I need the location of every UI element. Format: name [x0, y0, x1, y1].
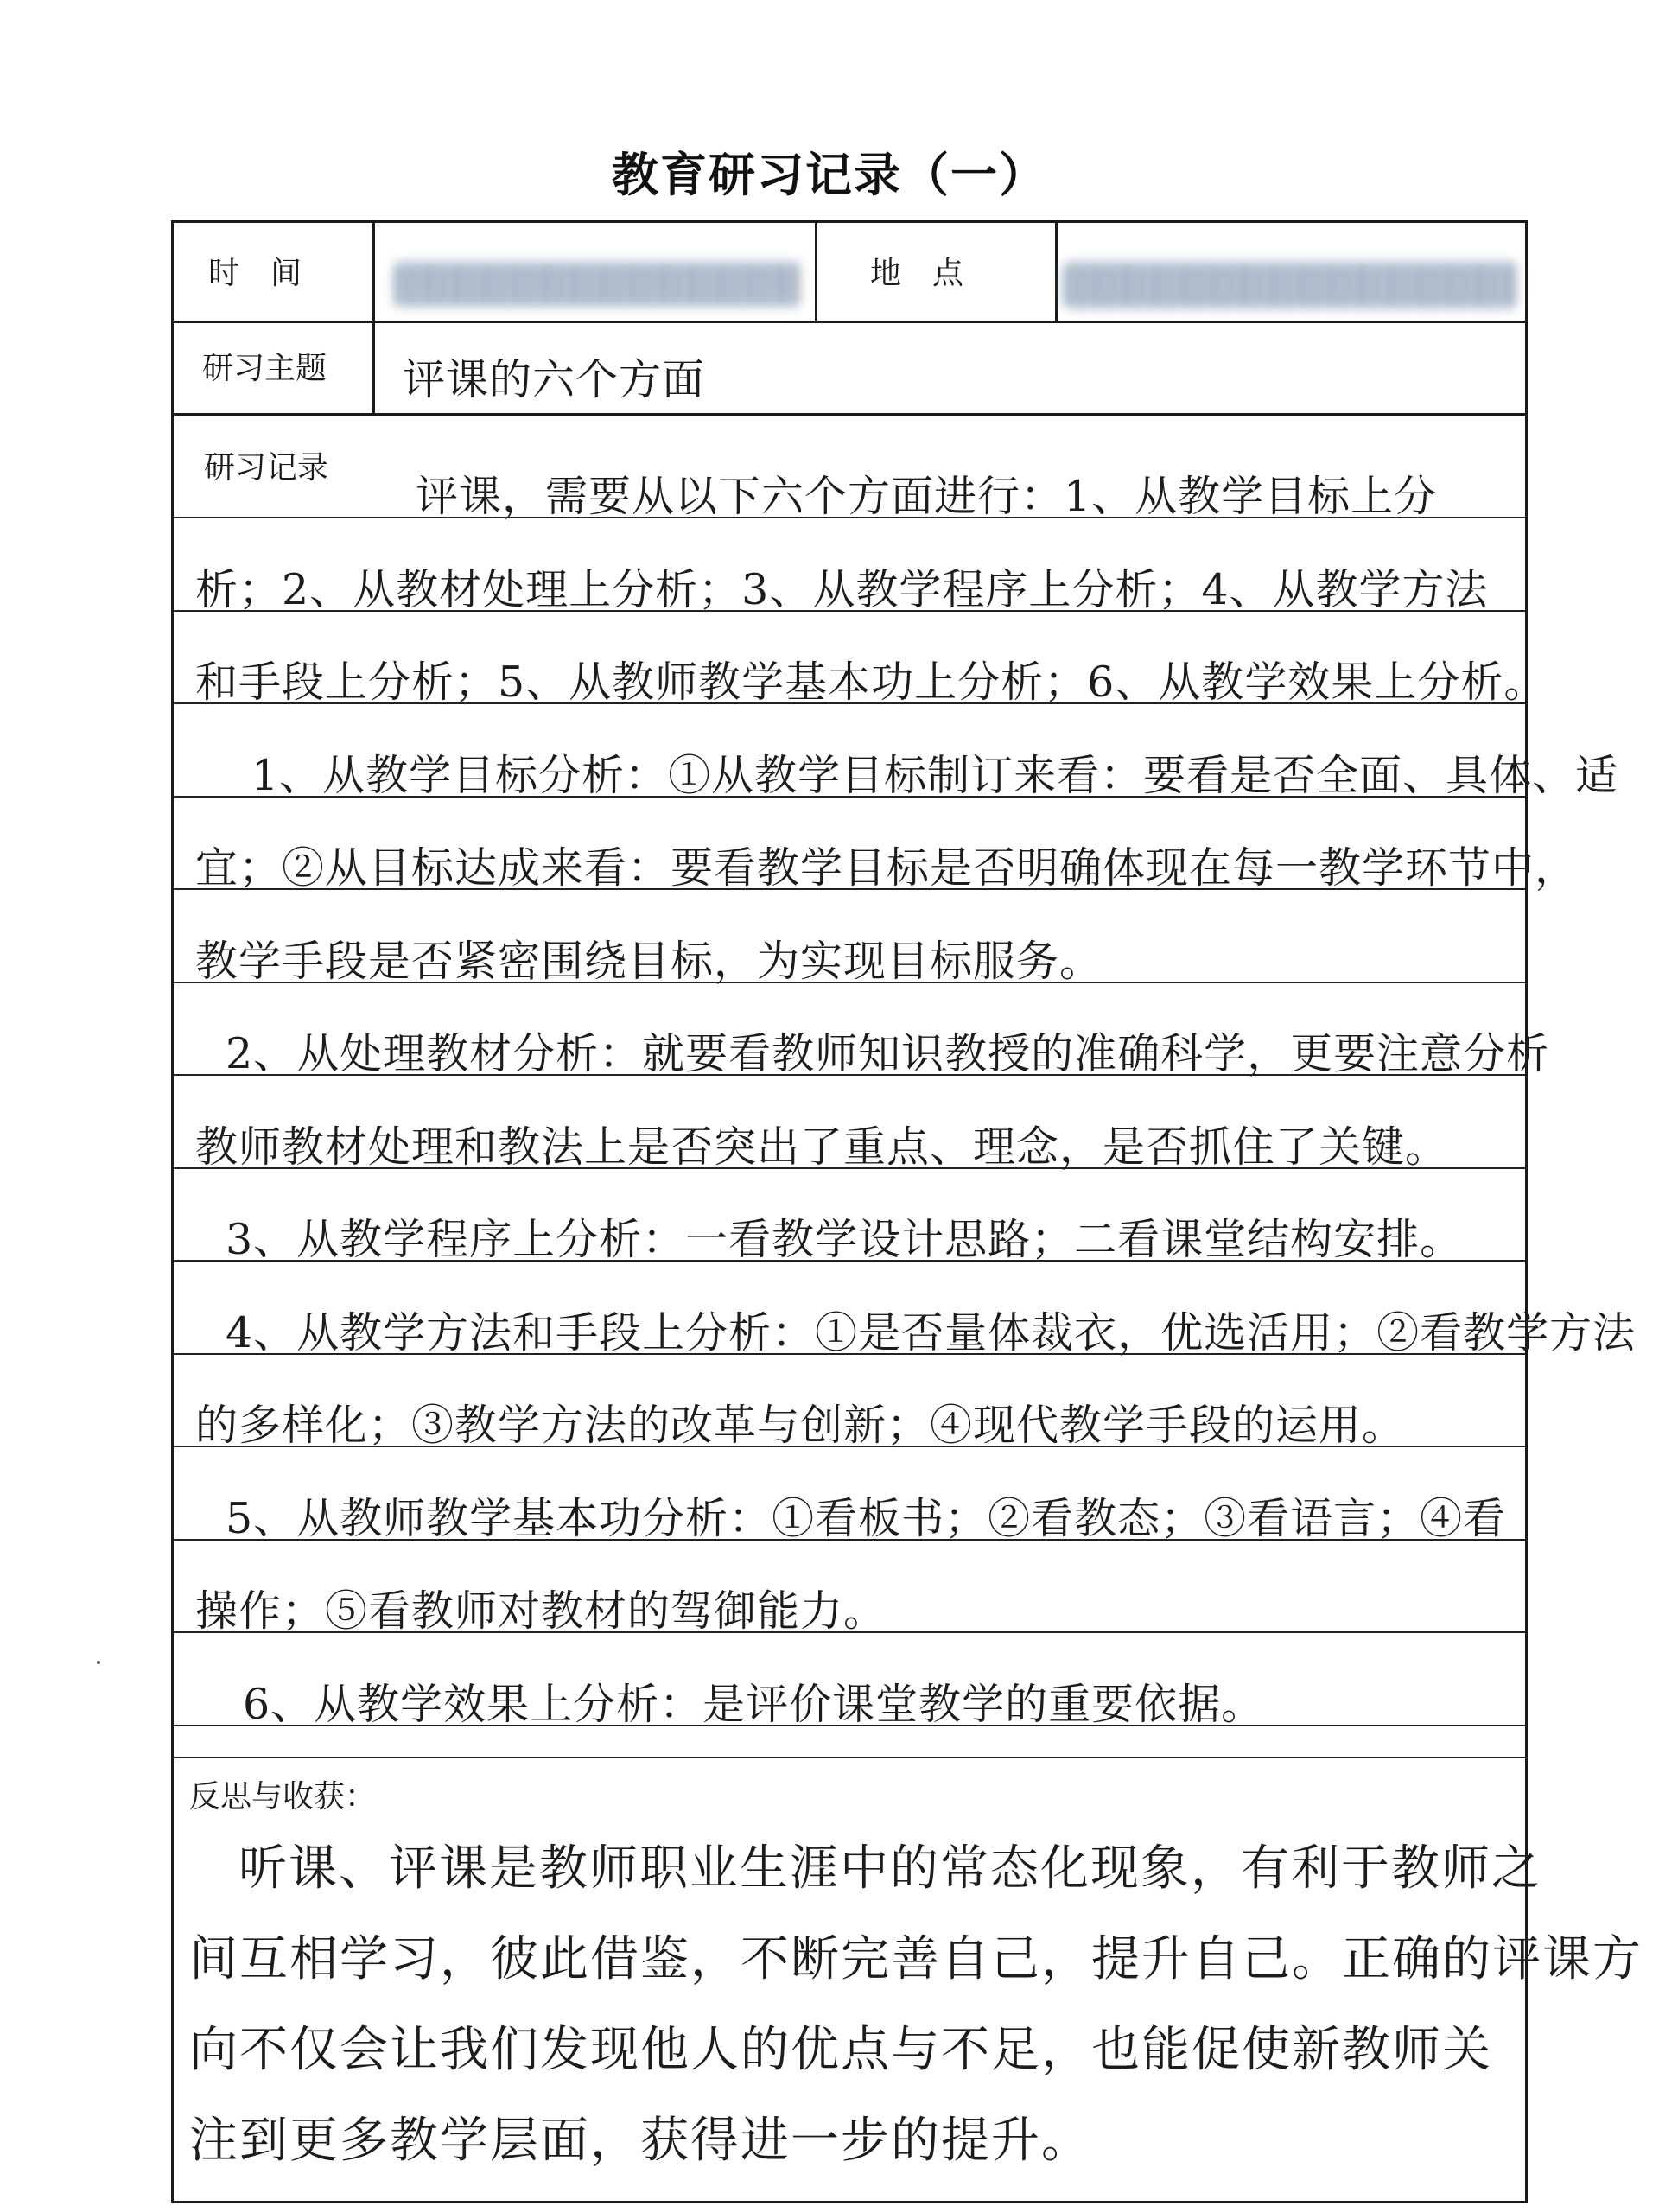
reflection-line: 注到更多教学层面，获得进一步的提升。 [189, 2113, 1091, 2169]
row-divider-topic [174, 413, 1525, 416]
record-line: 教师教材处理和教法上是否突出了重点、理念，是否抓住了关键。 [195, 1122, 1449, 1172]
reflection-line: 听课、评课是教师职业生涯中的常态化现象，有利于教师之 [238, 1840, 1541, 1897]
record-line: 和手段上分析；5、从教师教学基本功上分析；6、从教学效果上分析。 [195, 658, 1548, 707]
record-line: 操作；⑤看教师对教材的驾御能力。 [195, 1586, 887, 1636]
record-line: 宜；②从目标达成来看：要看教学目标是否明确体现在每一教学环节中， [195, 843, 1579, 893]
record-form [171, 220, 1643, 2203]
place-value-redacted [1064, 262, 1517, 308]
col-divider-time-value [815, 223, 817, 321]
col-divider-label [372, 223, 375, 413]
ruled-line [174, 1757, 1525, 1758]
time-label: 时 间 [208, 256, 302, 291]
record-line: 2、从处理教材分析：就要看教师知识教授的准确科学，更要注意分析 [226, 1029, 1550, 1078]
col-divider-place-label [1055, 223, 1058, 321]
topic-label: 研习主题 [202, 351, 327, 386]
record-label: 研习记录 [204, 450, 329, 486]
record-line: 析；2、从教材处理上分析；3、从教学程序上分析；4、从教学方法 [195, 565, 1489, 614]
record-line: 3、从教学程序上分析：一看教学设计思路；二看课堂结构安排。 [226, 1215, 1464, 1264]
topic-value: 评课的六个方面 [403, 355, 706, 404]
record-line: 教学手段是否紧密围绕目标，为实现目标服务。 [195, 937, 1103, 986]
record-line: 1、从教学目标分析：①从教学目标制订来看：要看是否全面、具体、适 [251, 751, 1619, 800]
record-line: 4、从教学方法和手段上分析：①是否量体裁衣，优选活用；②看教学方法 [226, 1308, 1637, 1357]
record-line: 5、从教师教学基本功分析：①看板书；②看教态；③看语言；④看 [226, 1494, 1507, 1543]
row-divider-time [174, 321, 1525, 323]
stray-mark [97, 1661, 100, 1664]
record-line: 评课，需要从以下六个方面进行：1、从教学目标上分 [416, 472, 1438, 521]
place-label: 地 点 [870, 256, 964, 291]
record-line: 6、从教学效果上分析：是评价课堂教学的重要依据。 [243, 1680, 1265, 1729]
reflection-line: 向不仅会让我们发现他人的优点与不足，也能促使新教师关 [189, 2022, 1492, 2078]
record-line: 的多样化；③教学方法的改革与创新；④现代教学手段的运用。 [195, 1401, 1406, 1450]
reflection-line: 间互相学习，彼此借鉴，不断完善自己，提升自己。正确的评课方 [189, 1931, 1643, 1987]
page-title: 教育研习记录（一） [612, 148, 1047, 202]
reflection-label: 反思与收获： [189, 1779, 377, 1815]
time-value-redacted [394, 262, 800, 307]
